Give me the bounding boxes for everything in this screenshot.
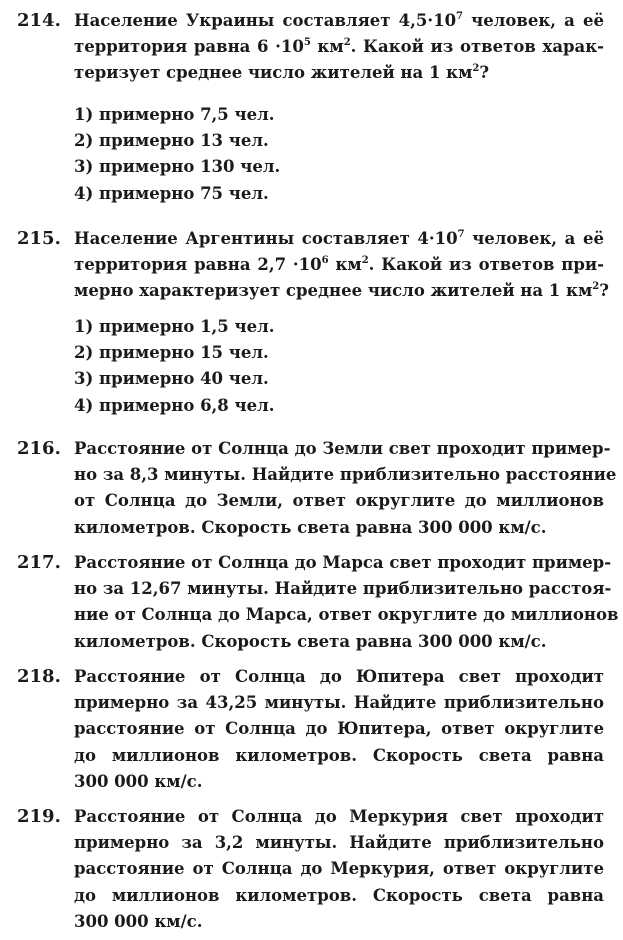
- problem-line: километров. Скорость света равна 300 000 км/с.: [74, 631, 547, 651]
- problem-text: [74, 804, 604, 935]
- answer-option: 2) примерно 13 чел.: [74, 131, 269, 151]
- problem-number: 218.: [17, 666, 61, 687]
- problem-line: 300 000 км/с.: [74, 911, 203, 931]
- problem-line: территория равна $2,7 \cdot 10^6$ $км^2$. Какой из ответов при-: [74, 255, 604, 275]
- answer-option: 2) примерно 15 чел.: [74, 343, 269, 363]
- problem-line: от Солнца до Земли, ответ округлите до миллионов: [74, 491, 604, 511]
- answer-option: 3) примерно 130 чел.: [74, 157, 281, 177]
- problem-line: расстояние от Солнца до Меркурия, ответ округлите: [74, 859, 604, 879]
- problem-text: [74, 550, 619, 655]
- problem-text: [74, 436, 617, 541]
- problem-line: мерно характеризует среднее число жителей на 1 $км^2$?: [74, 281, 609, 301]
- answer-option: 3) примерно 40 чел.: [74, 369, 269, 389]
- problem-line: до миллионов километров. Скорость света равна: [74, 745, 604, 765]
- answer-option: 4) примерно 6,8 чел.: [74, 395, 275, 415]
- problem-line: но за 12,67 минуты. Найдите приблизительно расстоя-: [74, 579, 612, 599]
- problem-line: территория равна $6 \cdot 10^5$ $км^2$. Какой из ответов харак-: [74, 37, 605, 57]
- problem-number: 215.: [17, 228, 61, 249]
- problem-line: Расстояние от Солнца до Земли свет проходит пример-: [74, 439, 611, 458]
- problem-number: 217.: [17, 552, 61, 573]
- problem-line: 300 000 км/с.: [74, 771, 203, 791]
- answer-options: [74, 314, 374, 419]
- problem-line: теризует среднее число жителей на 1 $км^2$?: [74, 63, 490, 83]
- answer-option: 1) примерно 7,5 чел.: [74, 105, 275, 124]
- answer-options: [74, 102, 374, 207]
- problem-line: Население Аргентины составляет $4\cdot 10^7$ человек, а её: [74, 229, 604, 248]
- problem-number: 214.: [17, 10, 61, 31]
- problem-number: 216.: [17, 438, 61, 459]
- problem-line: километров. Скорость света равна 300 000 км/с.: [74, 517, 547, 537]
- problem-line: Расстояние от Солнца до Марса свет проходит пример-: [74, 553, 612, 572]
- problem-number: 219.: [17, 806, 61, 827]
- problem-line: до миллионов километров. Скорость света равна: [74, 885, 604, 905]
- problem-text: [74, 664, 604, 795]
- problem-line: Население Украины составляет $4,5\cdot 10^7$ человек, а её: [74, 11, 604, 30]
- problem-line: Расстояние от Солнца до Меркурия свет проходит: [74, 807, 604, 826]
- problem-line: примерно за 3,2 минуты. Найдите приблизительно: [74, 833, 604, 853]
- answer-option: 4) примерно 75 чел.: [74, 183, 269, 203]
- problem-text: [74, 226, 609, 305]
- problem-line: ние от Солнца до Марса, ответ округлите до миллионов: [74, 605, 619, 625]
- problem-line: примерно за 43,25 минуты. Найдите приблизительно: [74, 693, 604, 713]
- problem-line: расстояние от Солнца до Юпитера, ответ округлите: [74, 719, 604, 739]
- problem-text: [74, 8, 604, 87]
- answer-option: 1) примерно 1,5 чел.: [74, 317, 275, 336]
- problem-line: Расстояние от Солнца до Юпитера свет проходит: [74, 667, 604, 686]
- problem-line: но за 8,3 минуты. Найдите приблизительно расстояние: [74, 465, 617, 485]
